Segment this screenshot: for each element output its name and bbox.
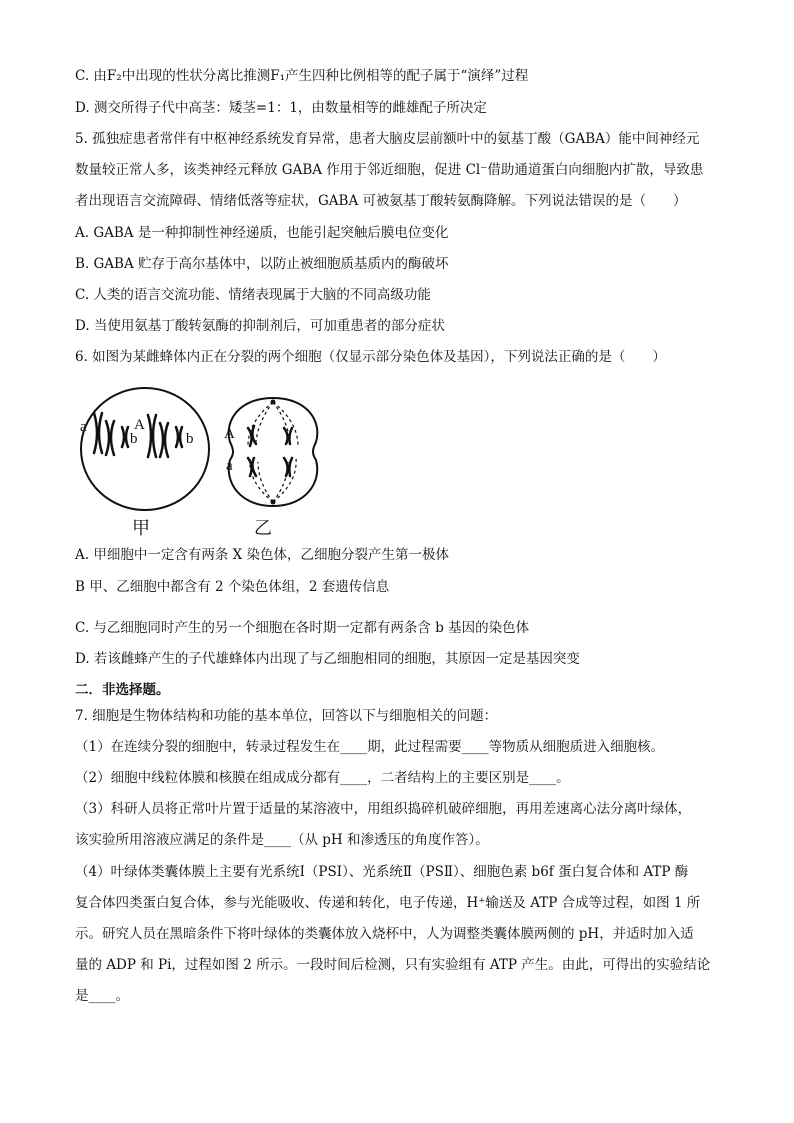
cell-yi-figure — [218, 392, 328, 510]
text-line: （2）细胞中线粒体膜和核膜在组成成分都有____，二者结构上的主要区别是____。 — [75, 770, 570, 786]
text-line: 示。研究人员在黑暗条件下将叶绿体的类囊体放入烧杯中，人为调整类囊体膜两侧的 pH，并适时加入适 — [75, 926, 694, 942]
gene-label: a — [80, 419, 87, 435]
text-line: 7. 细胞是生物体结构和功能的基本单位，回答以下与细胞相关的问题： — [75, 708, 498, 724]
text-line: 量的 ADP 和 Pi，过程如图 2 所示。一段时间后检测，只有实验组有 ATP 产生。由此，可得出的实验结论 — [75, 957, 711, 973]
text-line: （1）在连续分裂的细胞中，转录过程发生在____期，此过程需要____等物质从细胞质进入细胞核。 — [75, 739, 665, 755]
text-line: C. 由F₂中出现的性状分离比推测F₁产生四种比例相等的配子属于“演绎”过程 — [75, 68, 529, 84]
section-title: 二．非选择题。 — [75, 682, 170, 698]
option-line: B 甲、乙细胞中都含有 2 个染色体组，2 套遗传信息 — [75, 579, 390, 595]
text-line: （4）叶绿体类囊体膜上主要有光系统Ⅰ（PSI）、光系统Ⅱ（PSⅡ）、细胞色素 b6f 蛋白复合体和 ATP 酶 — [75, 864, 689, 880]
text-line: D. 测交所得子代中高茎：矮茎=1：1，由数量相等的雌雄配子所决定 — [75, 100, 487, 116]
text-line: C. 人类的语言交流功能、情绪表现属于大脑的不同高级功能 — [75, 287, 431, 303]
text-line: D. 当使用氨基丁酸转氨酶的抑制剂后，可加重患者的部分症状 — [75, 318, 445, 334]
text-line: 6. 如图为某雌蜂体内正在分裂的两个细胞（仅显示部分染色体及基因），下列说法正确的是（ ） — [75, 349, 666, 365]
gene-label: a — [226, 458, 233, 474]
text-line: B. GABA 贮存于高尔基体中，以防止被细胞质基质内的酶破坏 — [75, 256, 449, 272]
cell-jia-caption: 甲 — [132, 518, 150, 539]
text-line: A. GABA 是一种抑制性神经递质，也能引起突触后膜电位变化 — [75, 225, 449, 241]
cell-yi-caption: 乙 — [254, 518, 272, 539]
text-line: （3）科研人员将正常叶片置于适量的某溶液中，用组织捣碎机破碎细胞，再用差速离心法分离叶绿体， — [75, 801, 692, 817]
text-line: 该实验所用溶液应满足的条件是____（从 pH 和渗透压的角度作答）。 — [75, 832, 489, 848]
option-line: D. 若该雌蜂产生的子代雄蜂体内出现了与乙细胞相同的细胞，其原因一定是基因突变 — [75, 651, 580, 667]
text-line: 5. 孤独症患者常伴有中枢神经系统发育异常，患者大脑皮层前额叶中的氨基丁酸（GABA）能中间神经元 — [75, 131, 700, 147]
gene-label: A — [224, 426, 235, 442]
option-line: C. 与乙细胞同时产生的另一个细胞在各时期一定都有两条含 b 基因的染色体 — [75, 620, 530, 636]
gene-label: b — [186, 431, 194, 447]
text-line: 复合体四类蛋白复合体，参与光能吸收、传递和转化，电子传递，H⁺输送及 ATP 合成等过程，如图 1 所 — [75, 895, 701, 911]
cell-jia-figure — [78, 385, 213, 513]
gene-label: b — [130, 431, 138, 447]
text-line: 数量较正常人多，该类神经元释放 GABA 作用于邻近细胞，促进 Cl⁻借助通道蛋白向细胞内扩散，导致患 — [75, 162, 704, 178]
text-line: 是____。 — [75, 988, 129, 1004]
gene-label: A — [134, 417, 145, 433]
text-line: 者出现语言交流障碍、情绪低落等症状，GABA 可被氨基丁酸转氨酶降解。下列说法错误的是（ ） — [75, 193, 687, 209]
option-line: A. 甲细胞中一定含有两条 X 染色体，乙细胞分裂产生第一极体 — [75, 547, 450, 563]
